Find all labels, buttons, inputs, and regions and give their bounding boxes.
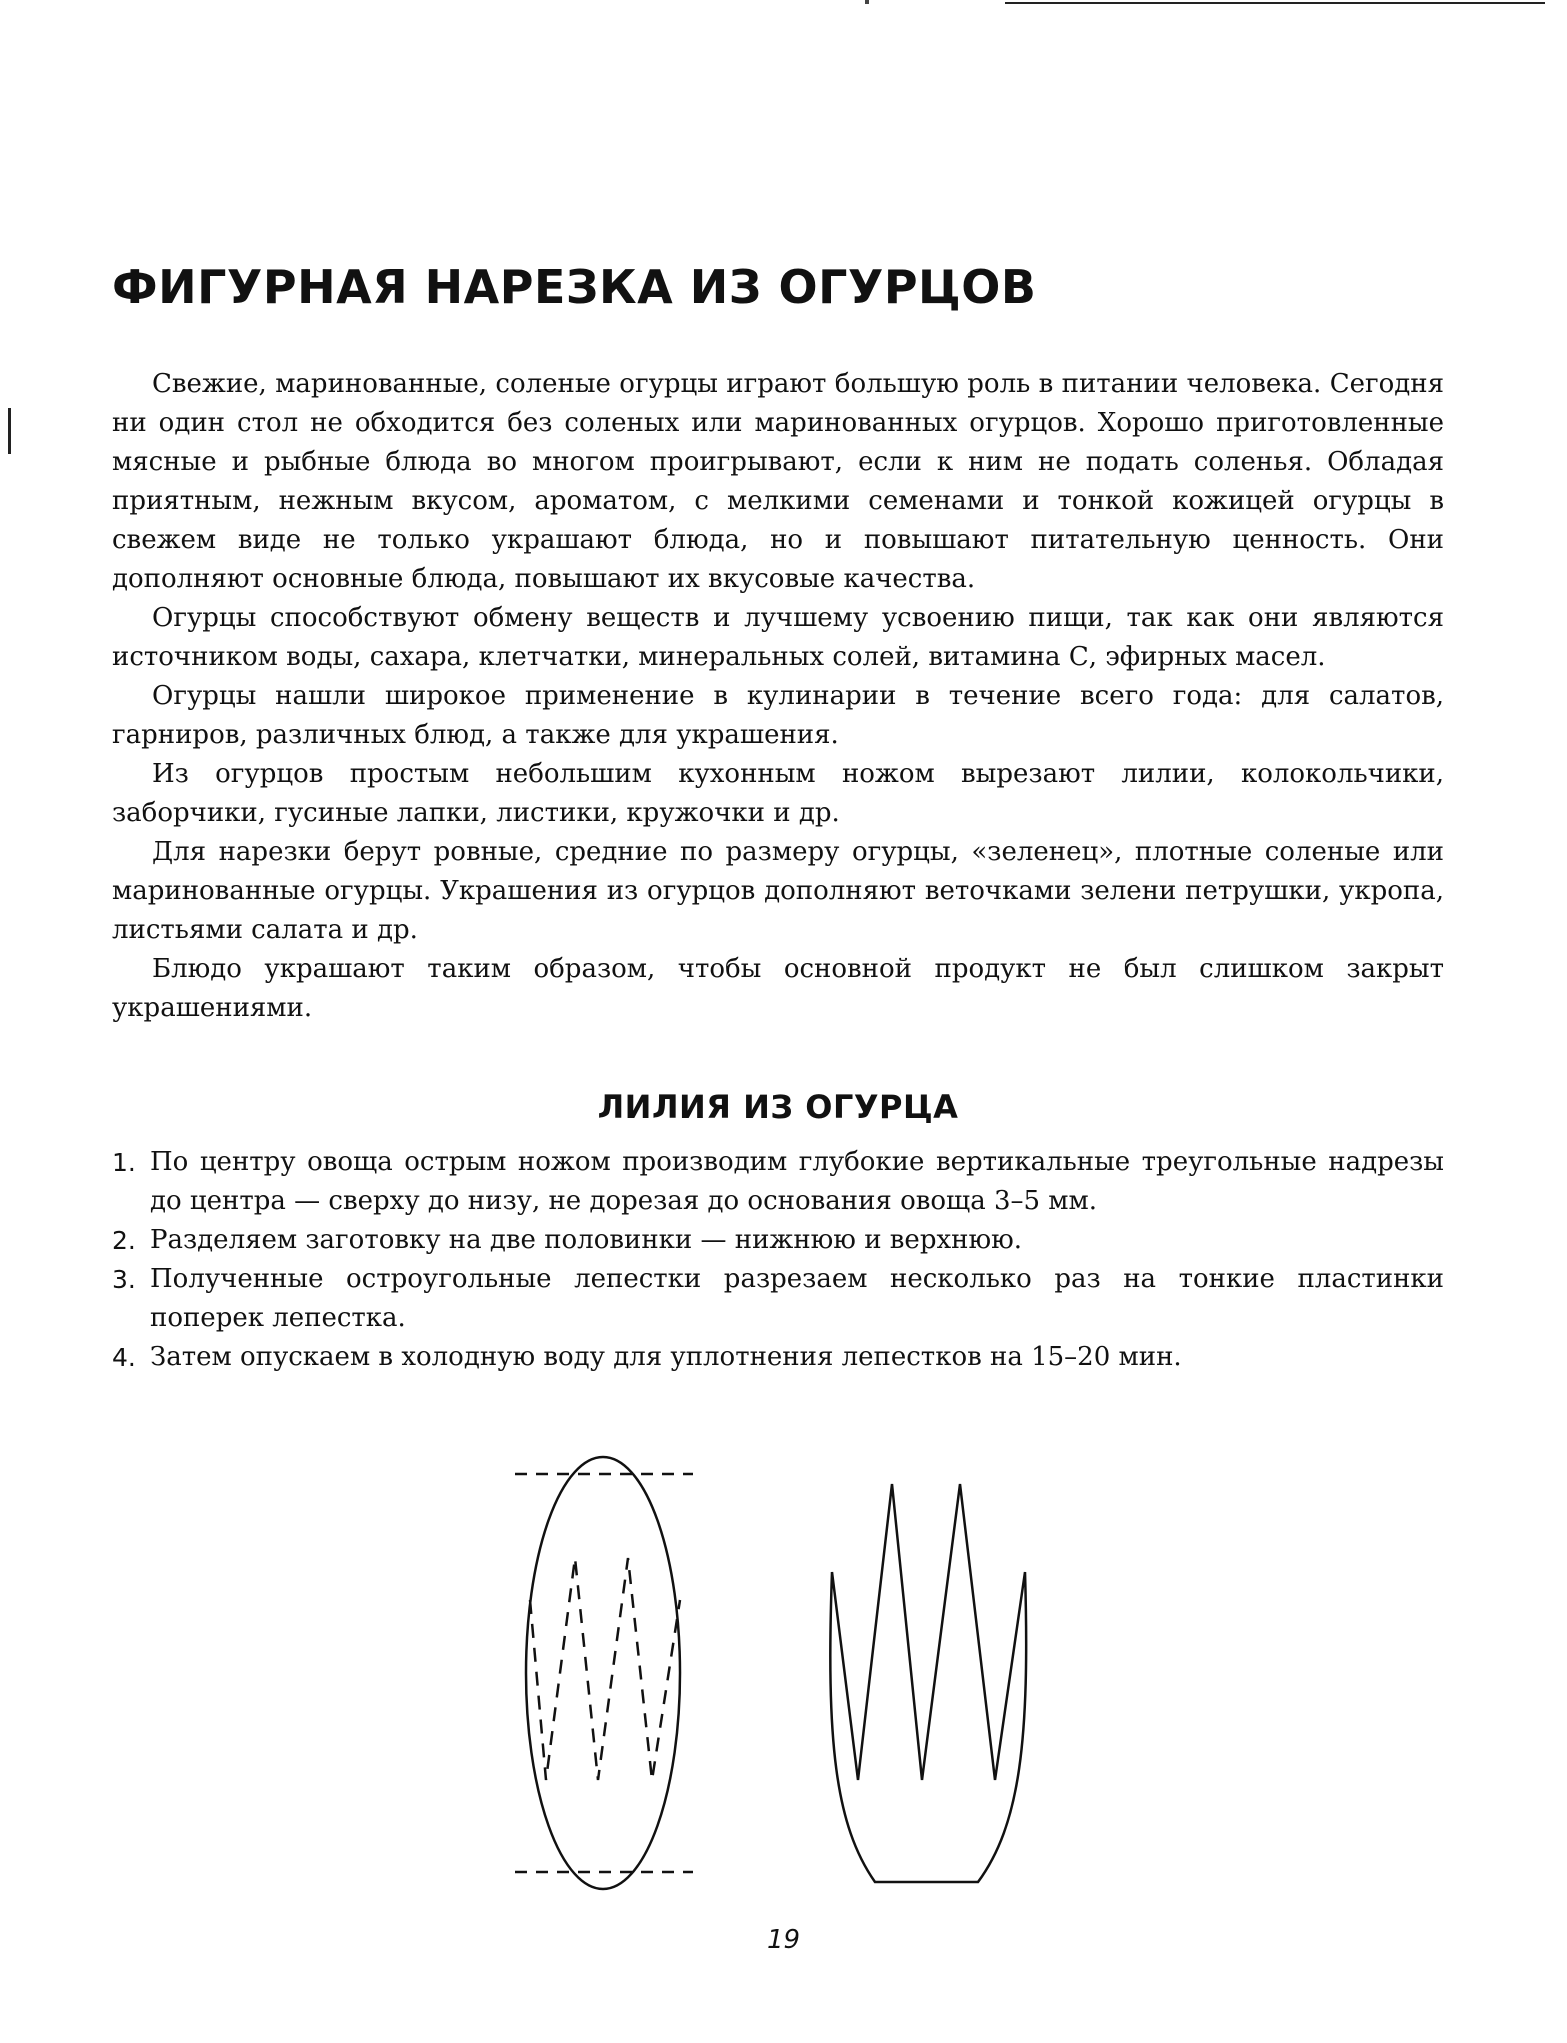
lily-half-drawing bbox=[830, 1484, 1026, 1882]
lily-outline bbox=[830, 1484, 1026, 1882]
lily-diagram bbox=[0, 1440, 1567, 1900]
list-item bbox=[112, 1143, 1444, 1221]
paragraph: Огурцы нашли широкое применение в кулинарии в течение всего года: для салатов, гарниров, различных блюд, а также для украшения. bbox=[112, 680, 1444, 750]
intro-text bbox=[112, 365, 1444, 1028]
page-title: ФИГУРНАЯ НАРЕЗКА ИЗ ОГУРЦОВ bbox=[112, 260, 1037, 314]
list-item bbox=[112, 1338, 1444, 1377]
cucumber-outline bbox=[526, 1457, 680, 1889]
step-number: 4. bbox=[112, 1342, 136, 1372]
paragraph: Свежие, маринованные, соленые огурцы играют большую роль в питании человека. Сегодня ни один стол не обходится без соленых или маринованных огурцов. Хорошо приготовленные мясные и рыбные блюда во многом проигрывают, если к ним не подать соленья. Обладая приятным, нежным вкусом, ароматом, с мелкими семенами и тонкой кожицей огурцы в свежем виде не только украшают блюда, но и повышают питательную ценность. Они дополняют основные блюда, повышают их вкусовые качества. bbox=[112, 368, 1444, 594]
step-text: Затем опускаем в холодную воду для уплотнения лепестков на 15–20 мин. bbox=[150, 1341, 1182, 1372]
list-item bbox=[112, 1260, 1444, 1338]
zigzag-cut bbox=[530, 1558, 680, 1780]
paragraph: Для нарезки берут ровные, средние по размеру огурцы, «зеленец», плотные соленые или маринованные огурцы. Украшения из огурцов дополняют веточками зелени петрушки, укропа, листьями салата и др. bbox=[112, 836, 1444, 945]
step-number: 3. bbox=[112, 1264, 136, 1294]
section-title: ЛИЛИЯ ИЗ ОГУРЦА bbox=[597, 1087, 959, 1126]
paragraph: Из огурцов простым небольшим кухонным ножом вырезают лилии, колокольчики, заборчики, гусиные лапки, листики, кружочки и др. bbox=[112, 758, 1444, 828]
step-text: Разделяем заготовку на две половинки — нижнюю и верхнюю. bbox=[150, 1224, 1022, 1255]
step-number: 1. bbox=[112, 1147, 136, 1177]
list-item bbox=[112, 1221, 1444, 1260]
steps-list bbox=[112, 1143, 1444, 1377]
step-number: 2. bbox=[112, 1225, 136, 1255]
scan-mark bbox=[865, 0, 869, 4]
page-content bbox=[112, 262, 1444, 1377]
step-text: По центру овоща острым ножом производим глубокие вертикальные треугольные надрезы до центра — сверху до низу, не дорезая до основания овоща 3–5 мм. bbox=[150, 1146, 1444, 1216]
scan-margin-mark bbox=[8, 408, 11, 454]
cucumber-whole-drawing bbox=[515, 1457, 693, 1889]
page-number: 19 bbox=[766, 1925, 801, 1955]
lily-diagram-svg bbox=[0, 1440, 1567, 1900]
paragraph: Блюдо украшают таким образом, чтобы основной продукт не был слишком закрыт украшениями. bbox=[112, 953, 1444, 1023]
paragraph: Огурцы способствуют обмену веществ и лучшему усвоению пищи, так как они являются источником воды, сахара, клетчатки, минеральных солей, витамина С, эфирных масел. bbox=[112, 602, 1444, 672]
step-text: Полученные остроугольные лепестки разрезаем несколько раз на тонкие пластинки поперек лепестка. bbox=[150, 1263, 1444, 1333]
header-rule bbox=[1005, 2, 1545, 4]
